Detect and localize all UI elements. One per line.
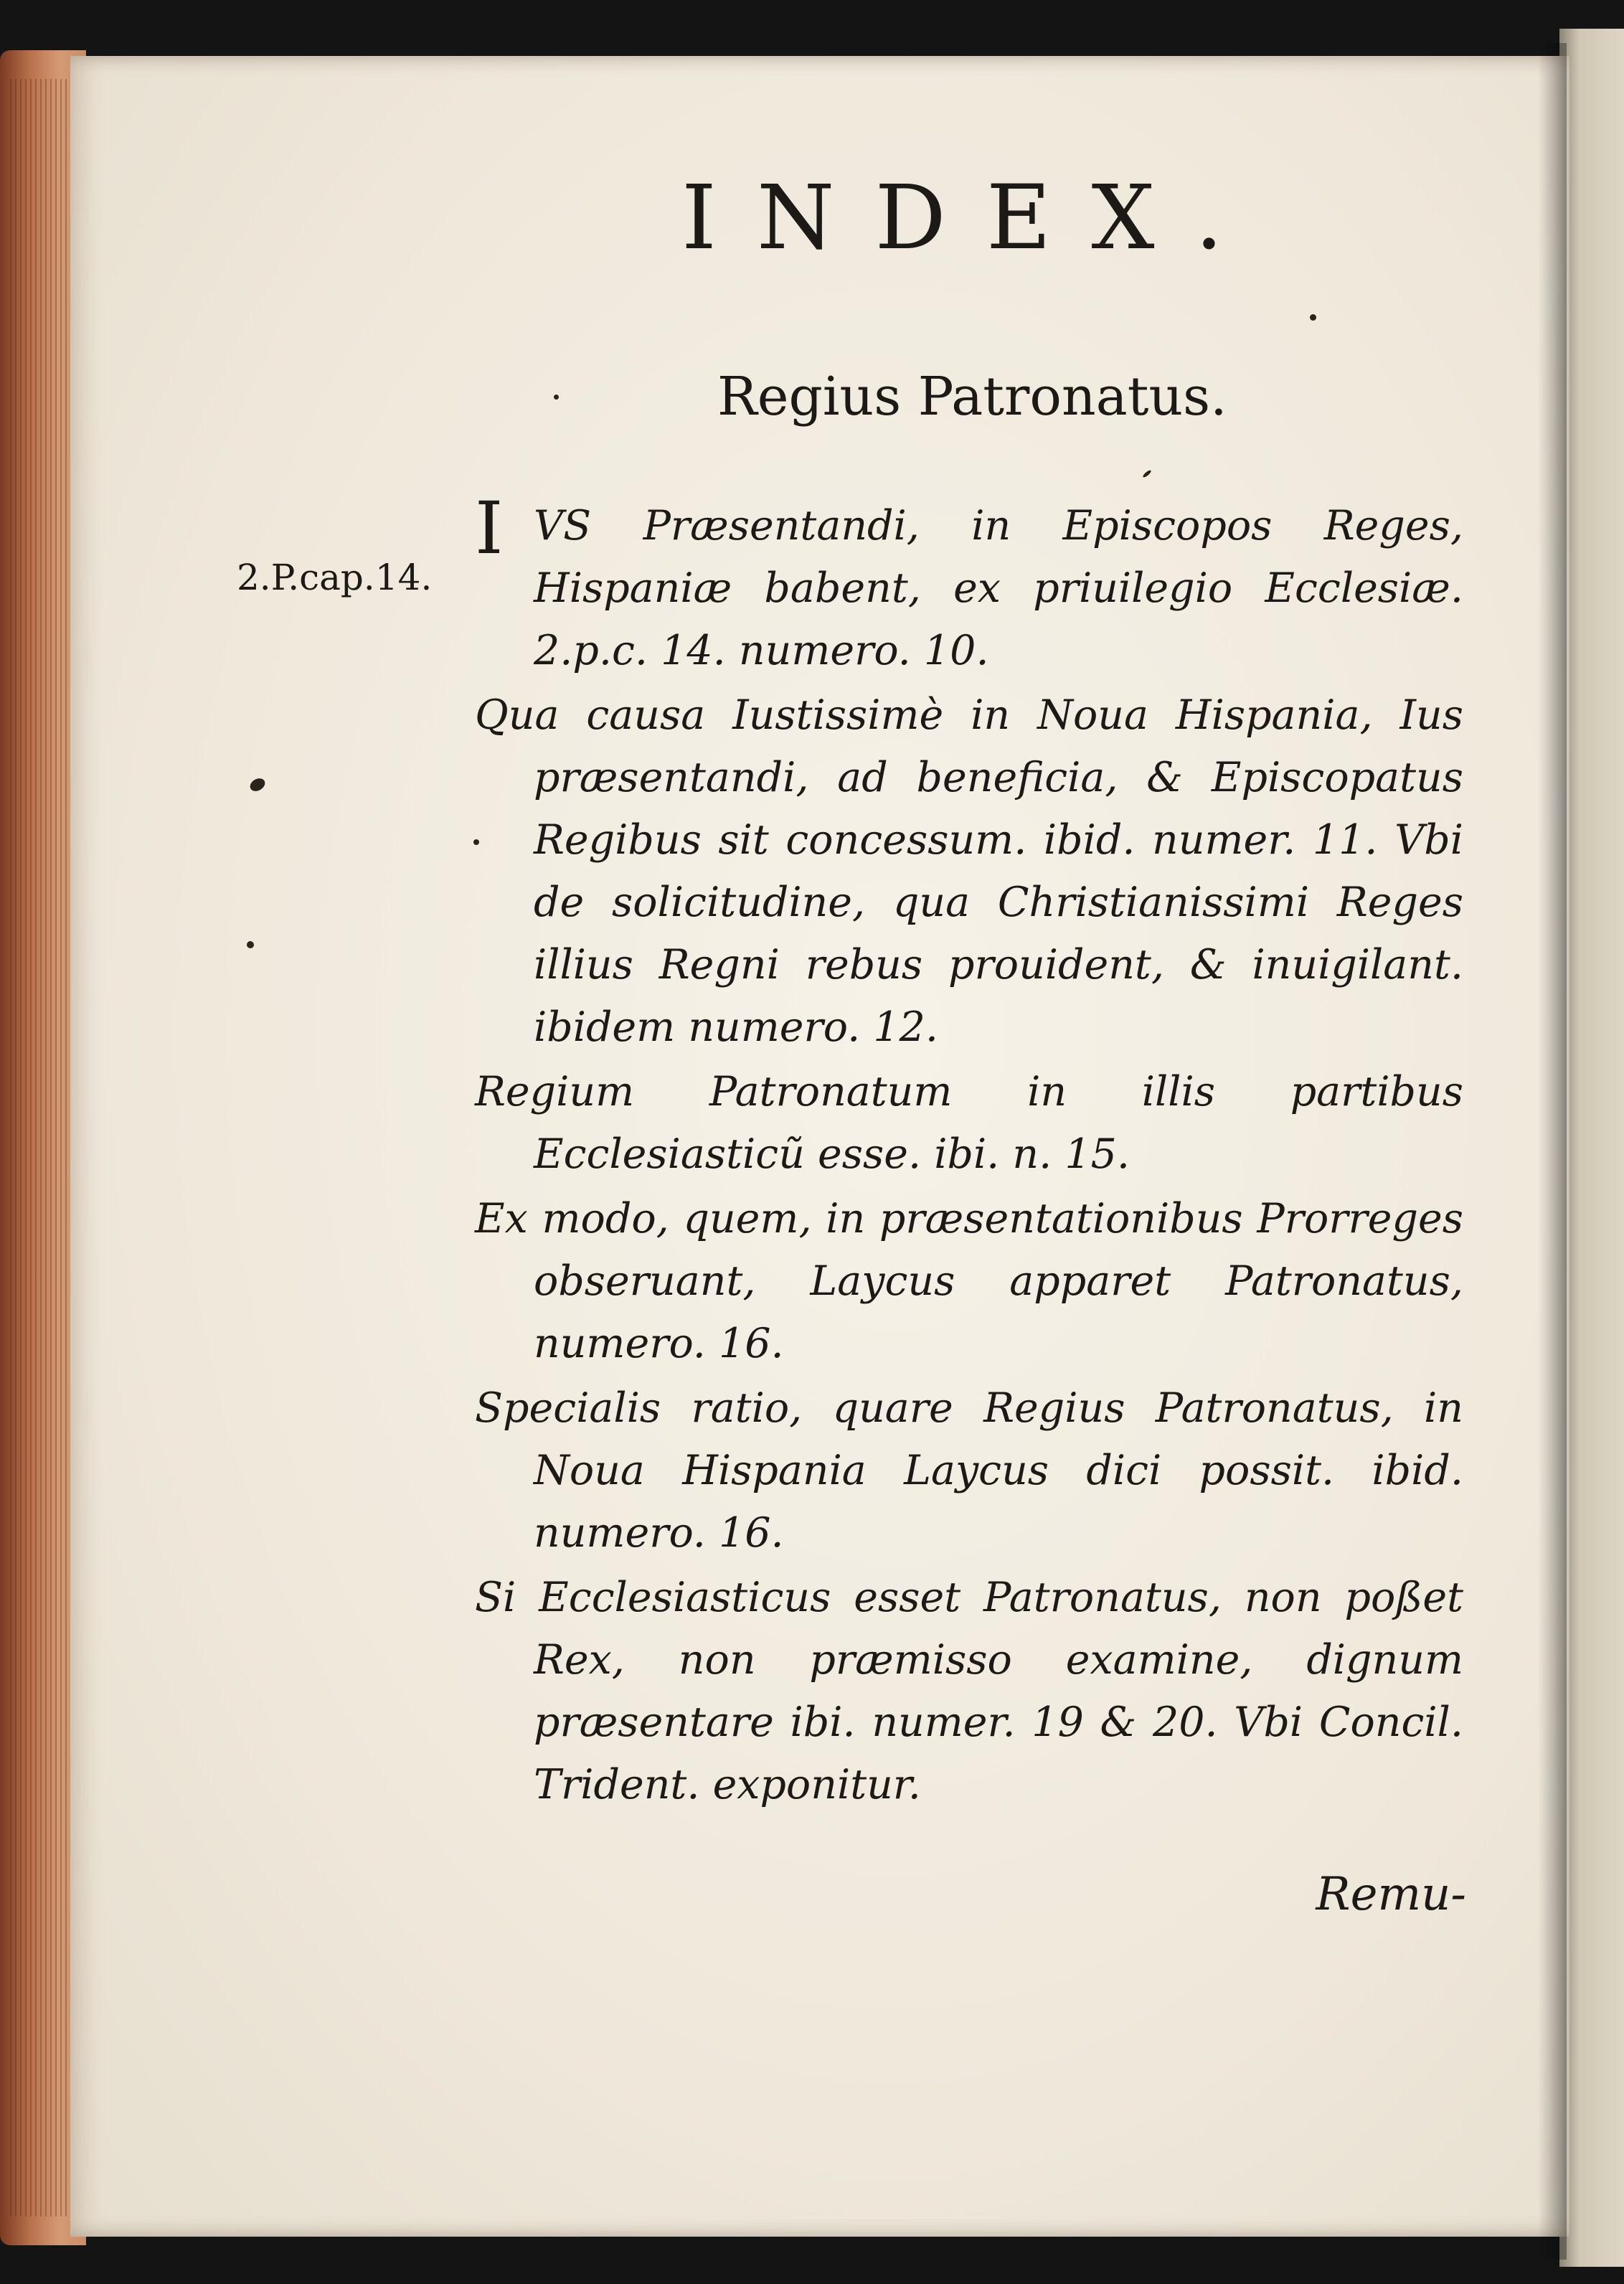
ink-speck — [473, 839, 479, 845]
index-entry-2: Qua causa Iustissimè in Noua Hispania, Ius præsentandi, ad beneficia, & Episcopatus Regibus sit concessum. ibid. numer. 11. Vbi de solicitudine, qua Christianissimi Reges illius Regni rebus prouident, & inuigilant. ibidem numero. 12. — [475, 692, 1463, 1051]
index-entry-4: Ex modo, quem, in præsentationibus Prorreges obseruant, Laycus apparet Patronatus, numero. 16. — [475, 1195, 1463, 1367]
drop-cap: I — [475, 486, 504, 570]
index-entry-text: VS Præsentandi, in Episcopos Reges, Hispaniæ babent, ex priuilegio Ecclesiæ. 2.p.c. 14. numero. 10. — [534, 502, 1463, 674]
ink-speck — [1310, 314, 1316, 321]
catchword: Remu- — [1316, 1868, 1466, 1921]
index-entries — [475, 486, 1463, 1818]
ink-speck — [247, 941, 254, 948]
ink-speck — [554, 395, 559, 400]
index-entry-1 — [475, 486, 1463, 682]
section-heading: Regius Patronatus. — [717, 366, 1227, 428]
page-title: INDEX. — [681, 166, 1264, 270]
index-entry-5: Specialis ratio, quare Regius Patronatus, in Noua Hispania Laycus dici possit. ibid. numero. 16. — [475, 1384, 1463, 1557]
index-entry-3: Regium Patronatum in illis partibus Ecclesiasticũ esse. ibi. n. 15. — [475, 1068, 1463, 1178]
gutter-shadow — [1538, 43, 1567, 2260]
margin-note: 2.P.cap.14. — [237, 557, 433, 598]
book-fore-edge-lines — [10, 79, 67, 2217]
index-entry-6: Si Ecclesiasticus esset Patronatus, non poßet Rex, non præmisso examine, dignum præsentare ibi. numer. 19 & 20. Vbi Concil. Trident. exponitur. — [475, 1574, 1463, 1808]
